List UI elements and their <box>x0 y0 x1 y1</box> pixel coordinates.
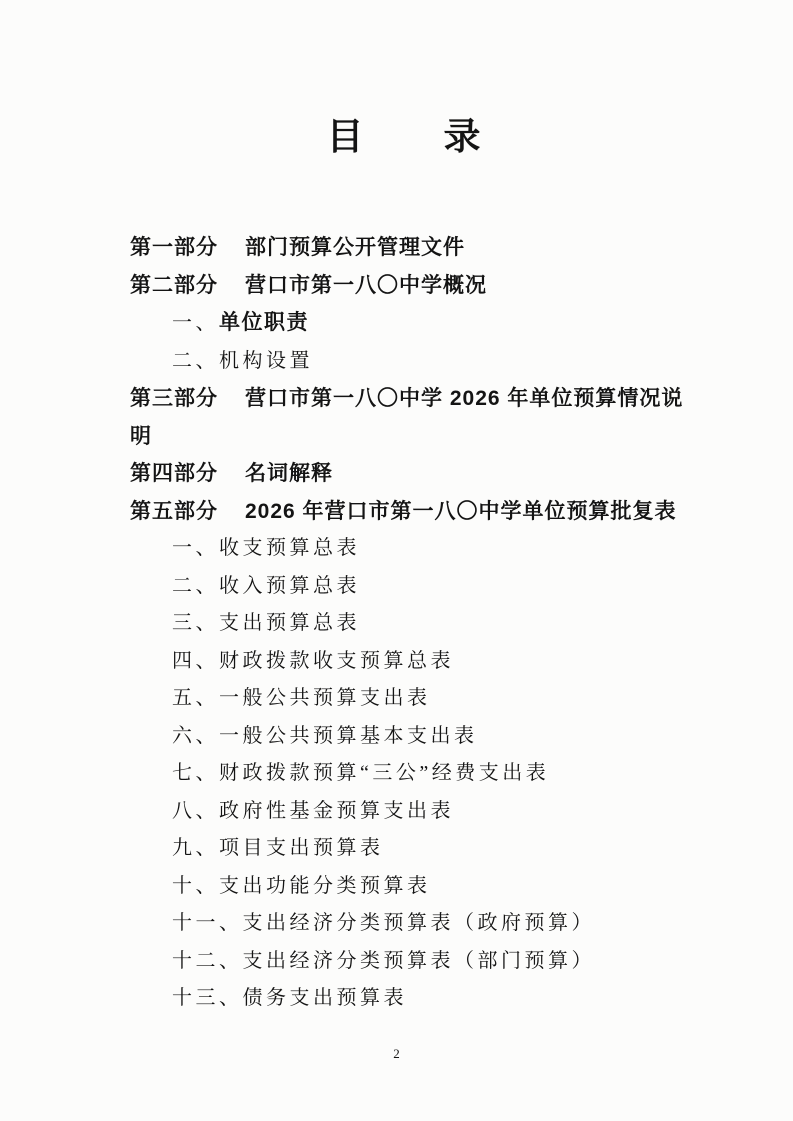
toc-entry-title: 支出经济分类预算表（政府预算） <box>242 912 595 934</box>
toc-entry-label: 一、 <box>172 537 219 559</box>
toc-entry <box>130 905 695 943</box>
toc-entry-label: 十三、 <box>172 987 243 1009</box>
toc-entry-title: 财政拨款收支预算总表 <box>219 649 454 672</box>
toc-entry-label: 二、 <box>172 349 219 372</box>
toc-entry-label: 十、 <box>172 874 219 897</box>
toc-entry <box>130 455 695 493</box>
toc-entry-title: 债务支出预算表 <box>242 987 407 1009</box>
toc-entry <box>130 793 695 831</box>
toc-entry-label: 十二、 <box>172 949 243 972</box>
toc-entry-label: 第四部分 <box>130 462 218 485</box>
toc-entry-label: 第五部分 <box>130 499 218 523</box>
toc-entry <box>130 267 695 305</box>
toc-entry-title: 营口市第一八〇中学 2026 年单位预算情况说明 <box>130 387 684 448</box>
toc-entry <box>130 868 695 906</box>
toc-entry <box>130 680 695 718</box>
toc-entry-title: 收入预算总表 <box>219 574 360 597</box>
toc-entry-title: 财政拨款预算“三公”经费支出表 <box>219 762 550 784</box>
toc-entry-label: 第二部分 <box>130 273 218 297</box>
toc-entry <box>130 718 695 756</box>
toc-entry <box>130 343 695 381</box>
toc-entry-title: 支出功能分类预算表 <box>219 874 431 897</box>
toc-entry-title: 支出经济分类预算表（部门预算） <box>242 949 595 972</box>
toc-entry-label: 五、 <box>172 687 219 709</box>
toc-entry-label: 二、 <box>172 574 219 597</box>
toc-entry <box>130 380 695 455</box>
toc-entry-title: 一般公共预算基本支出表 <box>219 724 478 747</box>
toc-entry-label: 第三部分 <box>130 387 218 410</box>
toc-entry-label: 九、 <box>172 837 219 859</box>
toc-entry-title: 收支预算总表 <box>219 537 360 559</box>
toc-entry <box>130 605 695 643</box>
toc-entry-label: 十一、 <box>172 912 243 934</box>
toc-entry <box>130 568 695 606</box>
toc-entry <box>130 493 695 531</box>
toc-entry-label: 一、 <box>172 312 219 334</box>
toc-entry <box>130 830 695 868</box>
toc-entry <box>130 943 695 981</box>
toc-entry-title: 项目支出预算表 <box>219 837 384 859</box>
toc-entry <box>130 530 695 568</box>
toc-entry <box>130 229 695 267</box>
toc-entry-title: 支出预算总表 <box>219 612 360 634</box>
toc-list <box>130 229 695 1018</box>
toc-entry-label: 八、 <box>172 799 219 822</box>
toc-entry-label: 四、 <box>172 649 219 672</box>
toc-entry <box>130 304 695 343</box>
toc-entry-label: 六、 <box>172 724 219 747</box>
toc-entry-title: 名词解释 <box>245 462 333 485</box>
toc-entry <box>130 643 695 681</box>
toc-entry-title: 机构设置 <box>219 349 313 372</box>
toc-entry-label: 三、 <box>172 612 219 634</box>
toc-entry-title: 单位职责 <box>219 311 309 334</box>
toc-entry-title: 政府性基金预算支出表 <box>219 799 454 822</box>
toc-entry <box>130 980 695 1018</box>
toc-entry-title: 营口市第一八〇中学概况 <box>245 273 487 297</box>
toc-entry-title: 一般公共预算支出表 <box>219 687 431 709</box>
toc-entry-label: 七、 <box>172 762 219 784</box>
toc-entry-title: 2026 年营口市第一八〇中学单位预算批复表 <box>245 499 677 523</box>
toc-entry-title: 部门预算公开管理文件 <box>245 236 465 259</box>
toc-entry-label: 第一部分 <box>130 236 218 259</box>
toc-entry <box>130 755 695 793</box>
page-title: 目 录 <box>326 117 483 158</box>
page-number: 2 <box>393 1046 400 1061</box>
